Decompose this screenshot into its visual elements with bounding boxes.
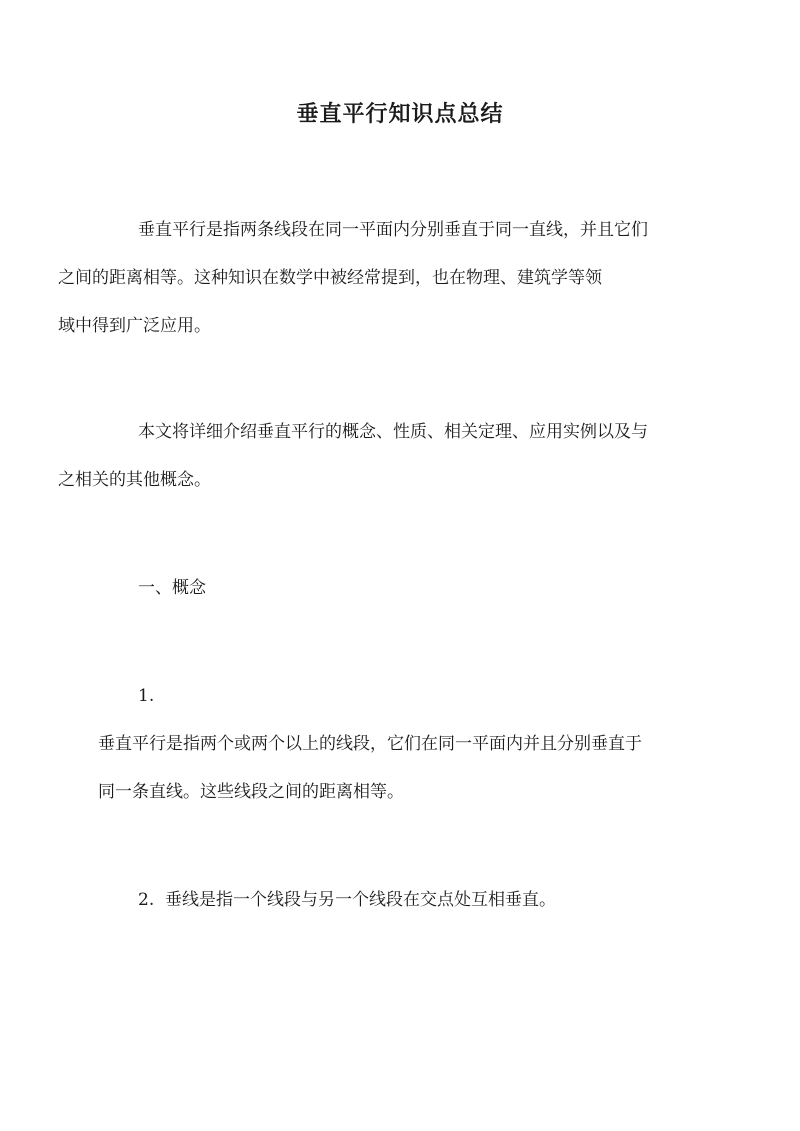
intro-line-1: 垂直平行是指两条线段在同一平面内分别垂直于同一直线，并且它们	[138, 220, 648, 240]
overview-line-1: 本文将详细介绍垂直平行的概念、性质、相关定理、应用实例以及与	[138, 422, 648, 442]
item-1-line-1: 垂直平行是指两个或两个以上的线段，它们在同一平面内并且分别垂直于	[98, 734, 642, 754]
document-title: 垂直平行知识点总结	[296, 101, 504, 127]
item-2-text: 2. 垂线是指一个线段与另一个线段在交点处互相垂直。	[138, 890, 557, 910]
item-1-text	[98, 720, 702, 816]
overview-paragraph	[58, 408, 702, 504]
intro-line-3: 域中得到广泛应用。	[58, 316, 211, 336]
intro-line-2: 之间的距离相等。这种知识在数学中被经常提到，也在物理、建筑学等领	[58, 268, 602, 288]
item-1-number: 1.	[138, 686, 155, 706]
item-1-line-2: 同一条直线。这些线段之间的距离相等。	[98, 782, 404, 802]
intro-paragraph	[58, 206, 702, 350]
section-heading-concept: 一、概念	[138, 578, 206, 598]
overview-line-2: 之相关的其他概念。	[58, 470, 211, 490]
